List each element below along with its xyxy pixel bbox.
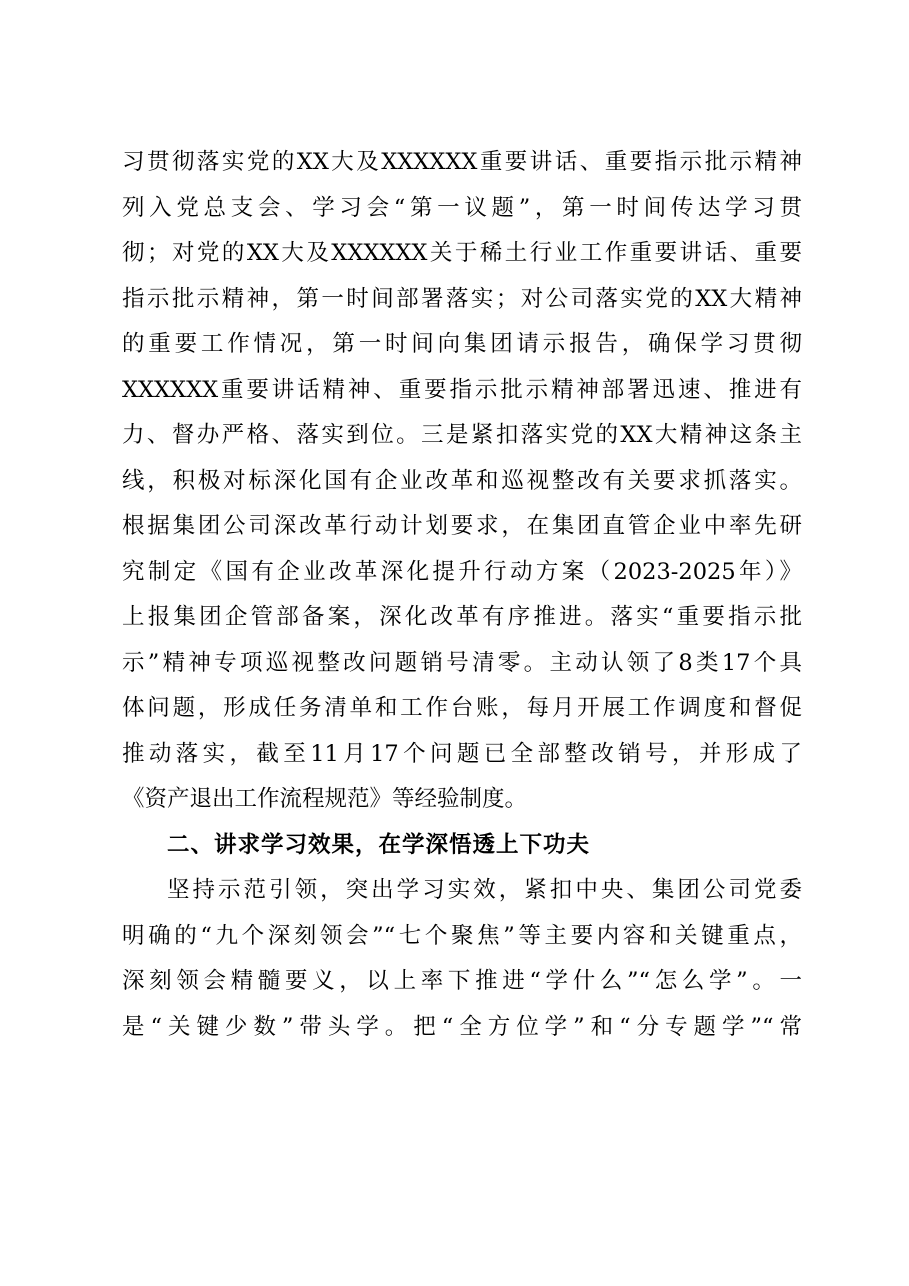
text-line: XXXXXX重要讲话精神、重要指示批示精神部署迅速、推进有 <box>122 376 802 403</box>
text-line: 究制定《国有企业改革深化提升行动方案（2023-2025年）》 <box>122 558 802 585</box>
text-line: 根据集团公司深改革行动计划要求，在集团直管企业中率先研 <box>122 513 802 539</box>
text-line: 上报集团企管部备案，深化改革有序推进。落实“重要指示批 <box>122 604 802 630</box>
text-line: 彻；对党的XX大及XXXXXX关于稀土行业工作重要讲话、重要 <box>122 240 802 266</box>
text-line: 线，积极对标深化国有企业改革和巡视整改有关要求抓落实。 <box>122 467 802 494</box>
text-line: 坚持示范引领，突出学习实效，紧扣中央、集团公司党委 <box>167 877 802 903</box>
paragraph-1 <box>122 140 802 823</box>
text-line: 列入党总支会、学习会“第一议题”，第一时间传达学习贯 <box>122 194 802 221</box>
text-line: 体问题，形成任务清单和工作台账，每月开展工作调度和督促 <box>122 695 802 721</box>
text-line: 力、督办严格、落实到位。三是紧扣落实党的XX大精神这条主 <box>122 422 802 448</box>
section-heading: 二、讲求学习效果，在学深悟透上下功夫 <box>167 831 591 858</box>
paragraph-2 <box>122 868 802 1050</box>
text-line: 示”精神专项巡视整改问题销号清零。主动认领了8类17个具 <box>122 649 802 676</box>
text-line: 《资产退出工作流程规范》等经验制度。 <box>122 786 528 812</box>
text-line: 是“关键少数”带头学。把“全方位学”和“分专题学”“常 <box>122 1013 802 1040</box>
document-body <box>122 140 802 1050</box>
text-line: 明确的“九个深刻领会”“七个聚焦”等主要内容和关键重点， <box>122 922 802 949</box>
text-line: 深刻领会精髓要义，以上率下推进“学什么”“怎么学”。一 <box>122 968 802 994</box>
text-line: 指示批示精神，第一时间部署落实；对公司落实党的XX大精神 <box>122 285 802 312</box>
text-line: 推动落实，截至11月17个问题已全部整改销号，并形成了 <box>122 740 802 767</box>
text-line: 的重要工作情况，第一时间向集团请示报告，确保学习贯彻 <box>122 331 802 357</box>
text-line: 习贯彻落实党的XX大及XXXXXX重要讲话、重要指示批示精神 <box>122 149 802 175</box>
